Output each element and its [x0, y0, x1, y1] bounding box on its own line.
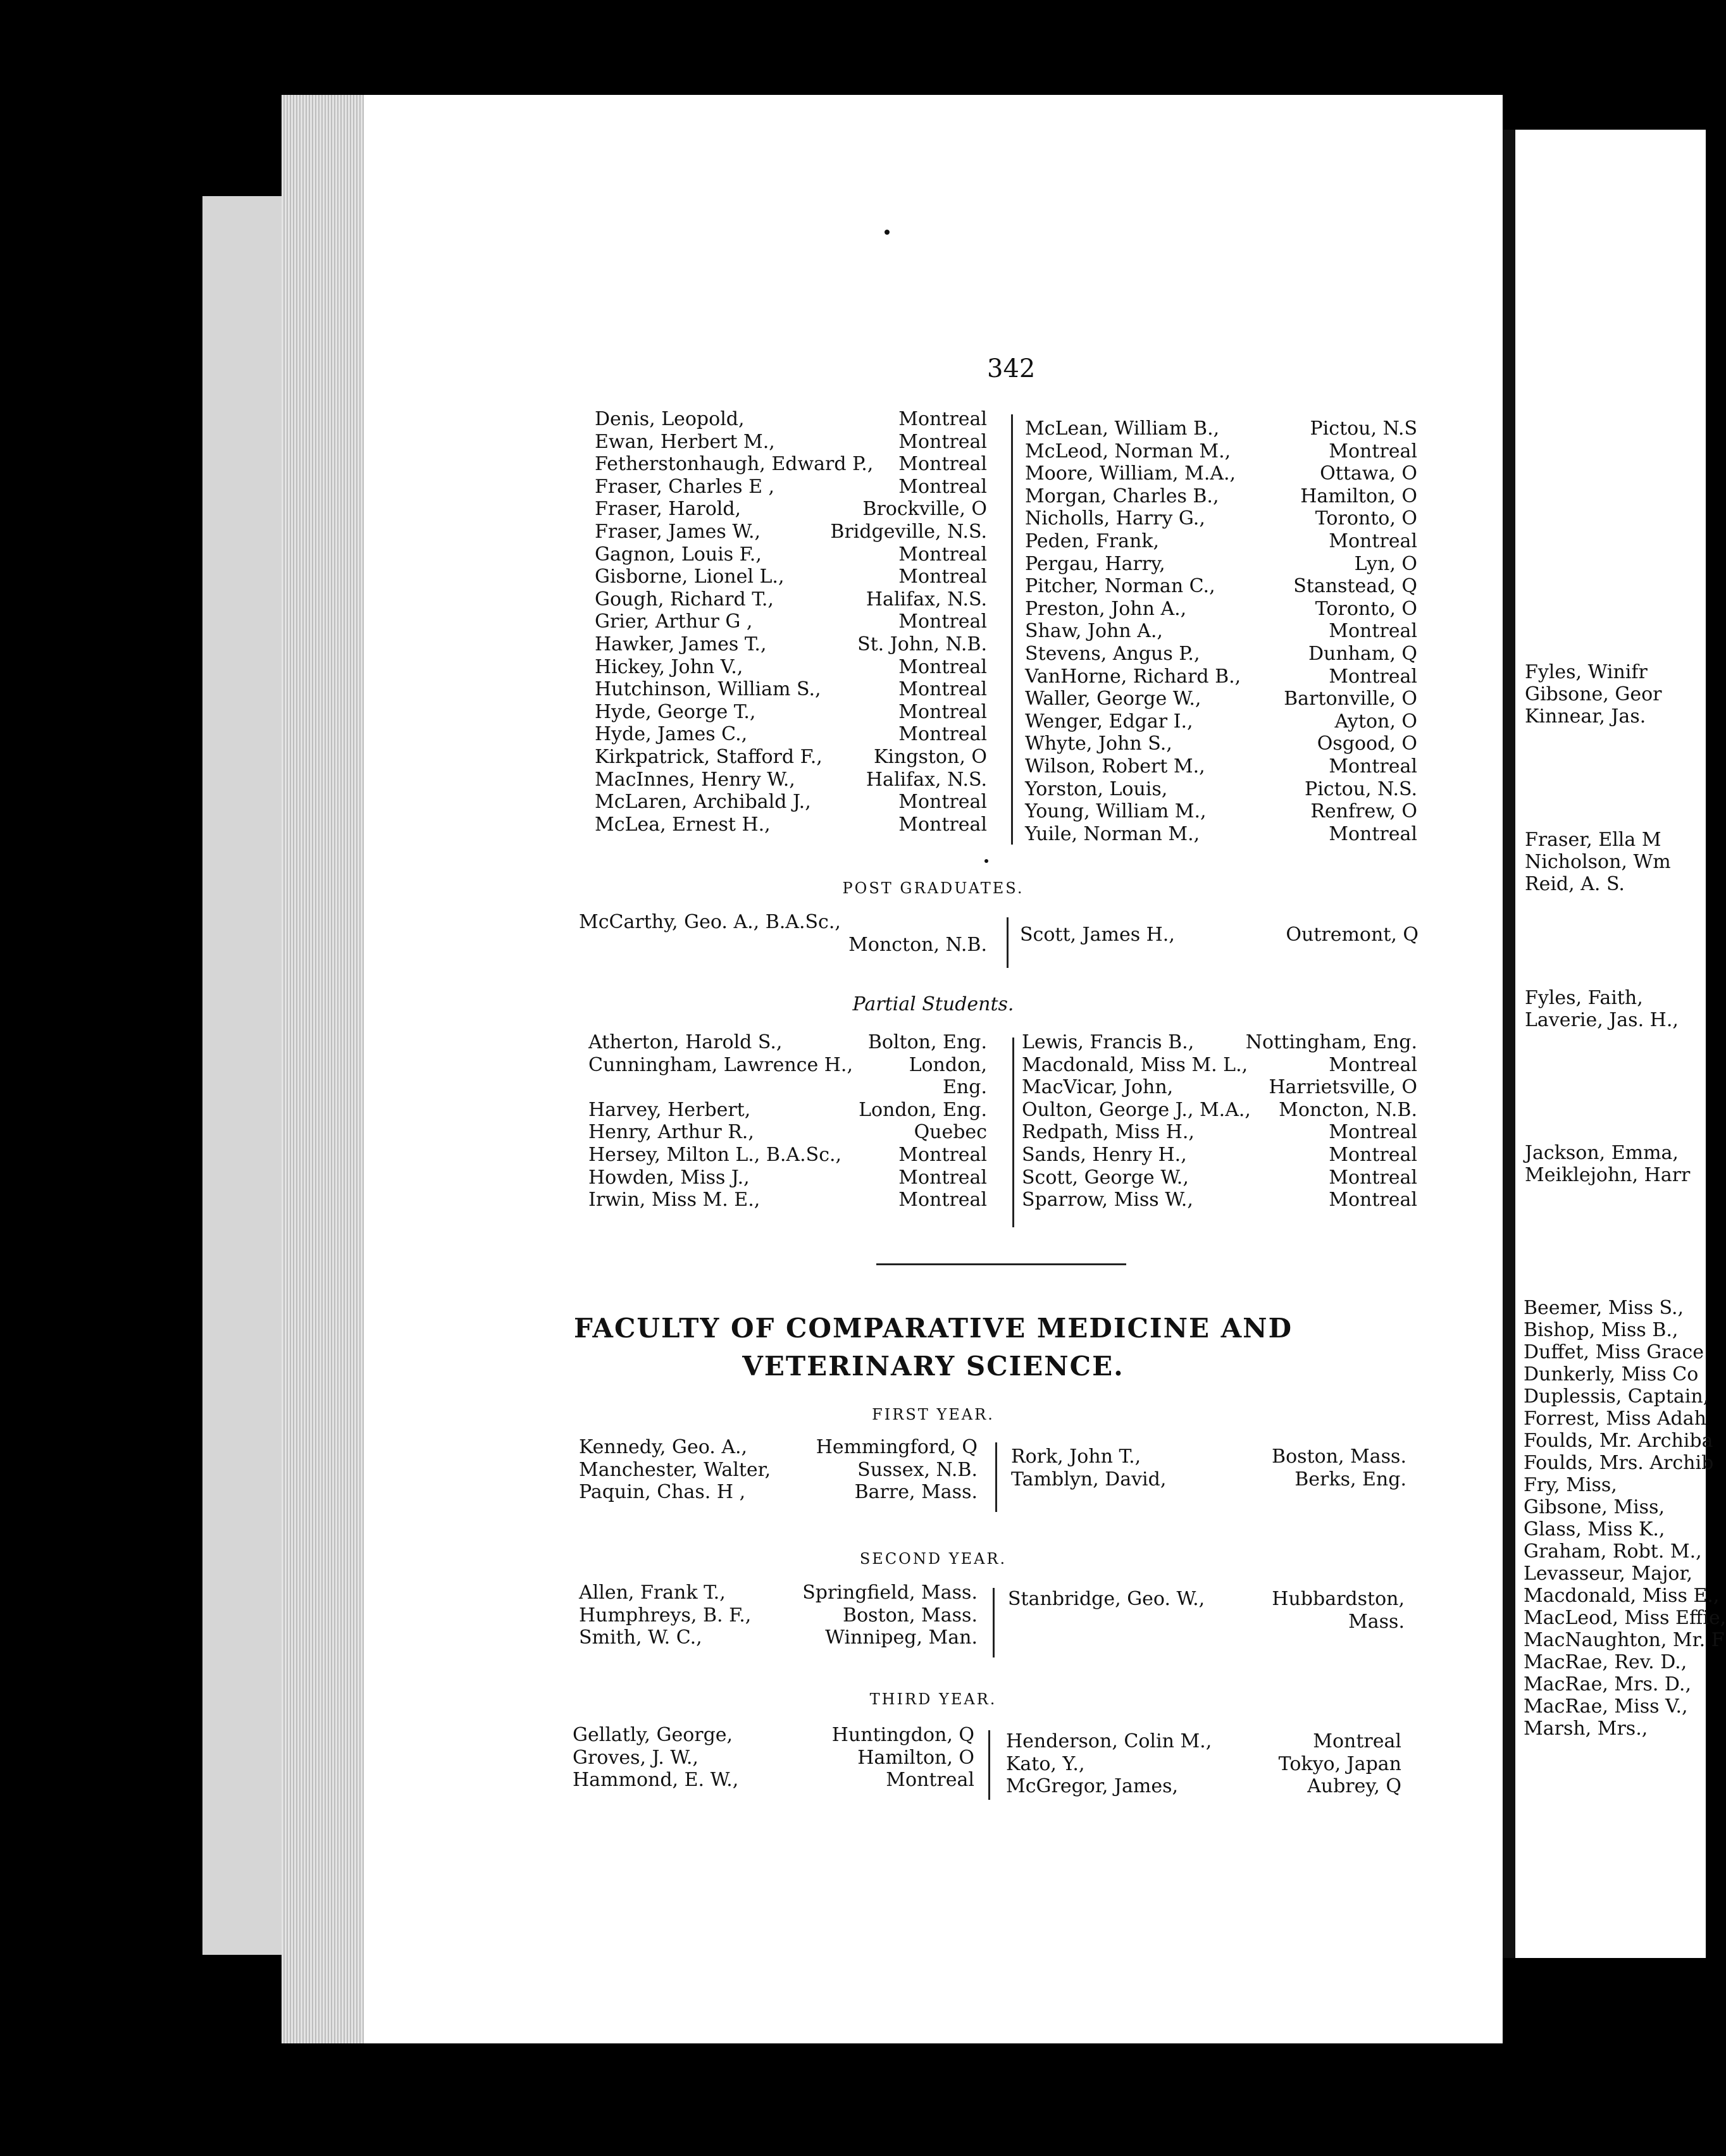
list-row	[573, 1747, 974, 1769]
list-item: MacRae, Miss V.,	[1524, 1695, 1688, 1718]
entry-name: Paquin, Chas. H ,	[579, 1481, 746, 1504]
entry-name: Pitcher, Norman C.,	[1025, 575, 1215, 598]
entry-name: Grier, Arthur G ,	[595, 610, 753, 633]
entry-name: Hyde, James C.,	[595, 723, 748, 746]
list-row	[1022, 1031, 1417, 1054]
entry-place: Quebec	[914, 1121, 987, 1144]
entry-name: McCarthy, Geo. A., B.A.Sc.,	[579, 911, 841, 933]
entry-place: Montreal	[898, 723, 987, 746]
dense-list-left	[595, 408, 987, 836]
entry-name: Cunningham, Lawrence H.,	[588, 1053, 853, 1076]
list-item: Marsh, Mrs.,	[1524, 1718, 1648, 1740]
list-row	[579, 1604, 978, 1627]
entry-place: Bridgeville, N.S.	[830, 520, 987, 543]
list-item: Fyles, Winifr	[1525, 661, 1648, 683]
entry-place: Bartonville, O	[1284, 688, 1417, 710]
dense-list-right	[1025, 418, 1417, 845]
list-row	[1006, 1775, 1401, 1798]
list-item: Duplessis, Captain,	[1524, 1385, 1710, 1408]
entry-name: Lewis, Francis B.,	[1022, 1031, 1195, 1053]
entry-place: Kingston, O	[873, 745, 987, 768]
entry-name: Rork, John T.,	[1011, 1446, 1141, 1468]
list-row	[595, 678, 987, 701]
column-divider	[1012, 1038, 1014, 1227]
entry-name: Smith, W. C.,	[579, 1626, 702, 1649]
entry-name: Wilson, Robert M.,	[1025, 755, 1205, 778]
entry-place: Lyn, O	[1354, 552, 1417, 575]
column-divider	[995, 1442, 997, 1512]
entry-place: St. John, N.B.	[857, 633, 987, 655]
list-row	[588, 1076, 987, 1099]
list-row	[1011, 1468, 1406, 1491]
faculty-title	[364, 1310, 1503, 1385]
entry-place: Montreal	[898, 566, 987, 588]
entry-place: Montreal	[1329, 822, 1417, 845]
list-row	[1025, 733, 1417, 755]
entry-place: Sussex, N.B.	[857, 1458, 978, 1481]
faculty-title-line1: FACULTY OF COMPARATIVE MEDICINE AND	[574, 1313, 1293, 1344]
list-row	[595, 656, 987, 679]
entry-name: Waller, George W.,	[1025, 688, 1201, 710]
entry-name: Henry, Arthur R.,	[588, 1121, 754, 1144]
entry-name: Yorston, Louis,	[1025, 778, 1168, 800]
column-divider	[1007, 917, 1009, 968]
entry-name: Allen, Frank T.,	[579, 1582, 726, 1604]
entry-name: Sparrow, Miss W.,	[1022, 1189, 1193, 1211]
entry-name: MacInnes, Henry W.,	[595, 768, 795, 791]
list-item: Dunkerly, Miss Co	[1524, 1363, 1699, 1385]
page-mark	[885, 230, 890, 235]
list-row	[595, 498, 987, 521]
list-item: Levasseur, Major,	[1524, 1563, 1693, 1585]
list-row	[1025, 575, 1417, 598]
list-row	[1006, 1753, 1401, 1776]
list-item: Glass, Miss K.,	[1524, 1518, 1665, 1540]
list-row	[1022, 1076, 1417, 1099]
entry-name: Groves, J. W.,	[573, 1746, 698, 1769]
entry-place: Toronto, O	[1315, 507, 1417, 530]
list-item: MacRae, Rev. D.,	[1524, 1651, 1687, 1673]
entry-name: Nicholls, Harry G.,	[1025, 507, 1205, 530]
list-row	[1025, 778, 1417, 801]
list-item: Forrest, Miss Adah	[1524, 1408, 1706, 1430]
entry-name: Howden, Miss J.,	[588, 1166, 750, 1189]
list-row	[595, 769, 987, 791]
post-graduates-left	[579, 911, 987, 956]
entry-place: Springfield, Mass.	[802, 1582, 978, 1604]
right-page-group-1	[1525, 661, 1662, 728]
entry-place: Montreal	[898, 475, 987, 498]
list-item: Kinnear, Jas.	[1525, 705, 1646, 728]
entry-name: Wenger, Edgar I.,	[1025, 710, 1193, 733]
list-row	[595, 746, 987, 769]
entry-place: Montreal	[1329, 1189, 1417, 1211]
entry-place: Ayton, O	[1334, 710, 1417, 733]
entry-place: Montreal	[1313, 1730, 1401, 1752]
list-item: Macdonald, Miss E.,	[1524, 1585, 1720, 1607]
entry-place: Montreal	[898, 1166, 987, 1189]
entry-place: Bolton, Eng.	[867, 1031, 987, 1053]
entry-name: Humphreys, B. F.,	[579, 1604, 752, 1626]
list-row	[1025, 530, 1417, 553]
list-row	[579, 1459, 978, 1482]
entry-place: Montreal	[898, 700, 987, 723]
list-row	[573, 1769, 974, 1792]
entry-name: Pergau, Harry,	[1025, 552, 1165, 575]
entry-name: Ewan, Herbert M.,	[595, 430, 775, 453]
second-year-left	[579, 1582, 978, 1649]
list-row	[1025, 666, 1417, 688]
entry-name: Peden, Frank,	[1025, 530, 1160, 552]
list-item: Fraser, Ella M	[1525, 829, 1661, 851]
list-row	[595, 453, 987, 476]
entry-name: Shaw, John A.,	[1025, 620, 1163, 643]
entry-place: Montreal	[898, 543, 987, 566]
entry-place: Montreal	[898, 791, 987, 814]
entry-name: Gisborne, Lionel L.,	[595, 566, 785, 588]
entry-place: Montreal	[1329, 1053, 1417, 1076]
entry-place: Boston, Mass.	[1272, 1446, 1406, 1468]
entry-place: Hubbardston,	[1272, 1588, 1405, 1610]
entry-place: Pictou, N.S	[1310, 418, 1417, 440]
list-item: Gibsone, Miss,	[1524, 1496, 1665, 1518]
entry-place: Halifax, N.S.	[866, 588, 987, 610]
list-item: Foulds, Mrs. Archib	[1524, 1452, 1714, 1474]
entry-place: Berks, Eng.	[1294, 1468, 1406, 1490]
entry-place: Winnipeg, Man.	[825, 1626, 978, 1649]
entry-name: Young, William M.,	[1025, 800, 1207, 823]
entry-place: Outremont, Q	[1286, 924, 1419, 946]
right-page-group-2	[1525, 829, 1671, 895]
list-row	[1025, 823, 1417, 846]
entry-place: Barre, Mass.	[854, 1481, 978, 1504]
list-row	[1022, 1054, 1417, 1077]
list-item: Meiklejohn, Harr	[1525, 1164, 1691, 1186]
book-spine	[202, 196, 282, 1955]
list-row	[1022, 1144, 1417, 1167]
entry-name: McLean, William B.,	[1025, 418, 1220, 440]
column-divider	[988, 1730, 990, 1800]
list-row	[595, 566, 987, 588]
list-row	[1022, 1167, 1417, 1189]
list-row	[595, 476, 987, 499]
entry-name: VanHorne, Richard B.,	[1025, 665, 1241, 688]
entry-place: Stanstead, Q	[1293, 575, 1417, 598]
list-row	[1020, 924, 1419, 946]
list-row	[1022, 1189, 1417, 1211]
page-number: 342	[987, 354, 1036, 383]
list-row	[1025, 507, 1417, 530]
entry-place: London,	[909, 1053, 987, 1076]
entry-place: Montreal	[1329, 440, 1417, 462]
list-row	[595, 543, 987, 566]
list-item: MacRae, Mrs. D.,	[1524, 1673, 1691, 1695]
entry-place: Montreal	[1329, 755, 1417, 778]
entry-place: Montreal	[898, 408, 987, 430]
entry-place: Hamilton, O	[857, 1746, 974, 1769]
post-graduates-heading: POST GRADUATES.	[842, 879, 1024, 897]
list-row	[595, 791, 987, 814]
entry-name: Kato, Y.,	[1006, 1752, 1085, 1775]
entry-name: Stevens, Angus P.,	[1025, 642, 1200, 665]
entry-name: McGregor, James,	[1006, 1775, 1179, 1798]
entry-name: Morgan, Charles B.,	[1025, 485, 1219, 507]
entry-name: McLea, Ernest H.,	[595, 813, 771, 836]
entry-place: Montreal	[1329, 1143, 1417, 1166]
entry-name: McLeod, Norman M.,	[1025, 440, 1231, 462]
entry-place: Dunham, Q	[1308, 642, 1417, 665]
entry-name: Manchester, Walter,	[579, 1458, 771, 1481]
list-row	[1025, 462, 1417, 485]
entry-name: Redpath, Miss H.,	[1022, 1121, 1195, 1144]
entry-place: London, Eng.	[859, 1098, 987, 1121]
entry-name: Harvey, Herbert,	[588, 1098, 751, 1121]
list-row	[1025, 643, 1417, 666]
entry-place: Mass.	[1348, 1610, 1405, 1633]
list-row	[595, 408, 987, 431]
entry-name: Hutchinson, William S.,	[595, 678, 821, 701]
list-item: Jackson, Emma,	[1525, 1142, 1679, 1164]
entry-name: Fraser, Charles E ,	[595, 475, 775, 498]
page-edges	[282, 95, 364, 2043]
list-item: Fry, Miss,	[1524, 1474, 1617, 1496]
entry-place: Ottawa, O	[1320, 462, 1417, 485]
entry-place: Montreal	[1329, 665, 1417, 688]
entry-place: Hamilton, O	[1300, 485, 1417, 507]
entry-place: Aubrey, Q	[1307, 1775, 1401, 1798]
first-year-right	[1011, 1446, 1406, 1490]
list-row	[1025, 710, 1417, 733]
third-year-left	[573, 1724, 974, 1792]
entry-place: Pictou, N.S.	[1305, 778, 1417, 800]
list-row	[579, 1436, 978, 1459]
entry-place: Montreal	[898, 453, 987, 476]
entry-name: Moore, William, M.A.,	[1025, 462, 1236, 485]
entry-name: Fraser, James W.,	[595, 520, 761, 543]
entry-name: Preston, John A.,	[1025, 597, 1187, 620]
entry-place: Montreal	[1329, 620, 1417, 643]
list-item: Beemer, Miss S.,	[1524, 1297, 1684, 1319]
list-item: Fyles, Faith,	[1525, 987, 1643, 1009]
entry-place: Montreal	[1329, 1166, 1417, 1189]
list-row	[595, 723, 987, 746]
entry-place: Eng.	[943, 1076, 987, 1099]
column-divider	[1011, 414, 1013, 845]
entry-name: Scott, George W.,	[1022, 1166, 1189, 1189]
entry-place: Moncton, N.B.	[1279, 1098, 1417, 1121]
list-row	[1025, 553, 1417, 576]
first-year-heading: FIRST YEAR.	[872, 1406, 995, 1423]
entry-place: Halifax, N.S.	[866, 768, 987, 791]
list-row	[588, 1054, 987, 1077]
entry-place: Toronto, O	[1315, 597, 1417, 620]
list-row	[579, 934, 987, 957]
list-item: Reid, A. S.	[1525, 873, 1625, 895]
entry-name: Hammond, E. W.,	[573, 1769, 739, 1792]
entry-name: Irwin, Miss M. E.,	[588, 1189, 761, 1211]
entry-name: Kennedy, Geo. A.,	[579, 1436, 748, 1458]
entry-place: Montreal	[1329, 1121, 1417, 1144]
entry-name: Hersey, Milton L., B.A.Sc.,	[588, 1143, 842, 1166]
list-row	[1006, 1730, 1401, 1753]
entry-place: Montreal	[898, 655, 987, 678]
list-item: Nicholson, Wm	[1525, 851, 1671, 873]
list-item: Bishop, Miss B.,	[1524, 1319, 1679, 1341]
entry-name: Tamblyn, David,	[1011, 1468, 1167, 1490]
right-page-group-5	[1524, 1297, 1726, 1740]
partial-students-right	[1022, 1031, 1417, 1211]
entry-name: Hyde, George T.,	[595, 700, 756, 723]
book-gutter	[1503, 130, 1515, 1958]
entry-name: Hickey, John V.,	[595, 655, 743, 678]
list-item: MacLeod, Miss Effie,	[1524, 1607, 1726, 1629]
section-rule	[876, 1263, 1126, 1265]
list-row	[579, 1626, 978, 1649]
entry-place: Montreal	[898, 430, 987, 453]
list-row	[579, 1582, 978, 1604]
list-item: Graham, Robt. M.,	[1524, 1540, 1702, 1563]
list-item: Foulds, Mr. Archiba	[1524, 1430, 1713, 1452]
list-item: MacNaughton, Mr. F	[1524, 1629, 1725, 1651]
faculty-title-line2: VETERINARY SCIENCE.	[742, 1351, 1124, 1382]
entry-place: Renfrew, O	[1310, 800, 1417, 823]
list-row	[579, 911, 987, 934]
list-row	[1008, 1588, 1405, 1611]
second-year-heading: SECOND YEAR.	[859, 1550, 1007, 1568]
entry-place: Montreal	[898, 813, 987, 836]
entry-name: Sands, Henry H.,	[1022, 1143, 1187, 1166]
post-graduates-right	[1020, 924, 1419, 946]
right-page-group-4	[1525, 1142, 1690, 1186]
list-row	[1011, 1446, 1406, 1468]
list-row	[573, 1724, 974, 1747]
list-row	[588, 1031, 987, 1054]
entry-place: Brockville, O	[862, 498, 987, 521]
list-row	[595, 814, 987, 836]
list-row	[1025, 598, 1417, 621]
entry-name: Gellatly, George,	[573, 1724, 733, 1746]
entry-place: Tokyo, Japan	[1278, 1752, 1401, 1775]
entry-name: Gough, Richard T.,	[595, 588, 774, 610]
list-row	[1025, 418, 1417, 440]
entry-name: Gagnon, Louis F.,	[595, 543, 762, 566]
list-row	[588, 1099, 987, 1122]
third-year-heading: THIRD YEAR.	[869, 1690, 997, 1708]
entry-place: Osgood, O	[1317, 733, 1417, 755]
list-item: Duffet, Miss Grace	[1524, 1341, 1704, 1363]
list-row	[1008, 1611, 1405, 1633]
entry-name: Hawker, James T.,	[595, 633, 767, 655]
entry-place: Huntingdon, Q	[831, 1724, 974, 1746]
entry-name: Yuile, Norman M.,	[1025, 822, 1200, 845]
list-row	[595, 633, 987, 656]
entry-name: Atherton, Harold S.,	[588, 1031, 783, 1053]
list-row	[588, 1121, 987, 1144]
list-item: Laverie, Jas. H.,	[1525, 1009, 1679, 1031]
entry-name: Fraser, Harold,	[595, 498, 742, 521]
section-mark	[984, 859, 988, 863]
entry-place: Montreal	[898, 1143, 987, 1166]
column-divider	[993, 1588, 995, 1657]
list-row	[595, 431, 987, 454]
third-year-right	[1006, 1730, 1401, 1798]
entry-place: Montreal	[898, 678, 987, 701]
entry-place: Montreal	[898, 1189, 987, 1211]
list-row	[1025, 688, 1417, 710]
list-row	[588, 1167, 987, 1189]
list-row	[595, 521, 987, 543]
entry-name: Macdonald, Miss M. L.,	[1022, 1053, 1248, 1076]
list-row	[595, 701, 987, 724]
list-row	[579, 1481, 978, 1504]
list-row	[1025, 755, 1417, 778]
entry-place: Montreal	[898, 610, 987, 633]
entry-name: Fetherstonhaugh, Edward P.,	[595, 453, 874, 476]
entry-place: Hemmingford, Q	[816, 1436, 978, 1458]
list-row	[1025, 440, 1417, 463]
list-row	[1022, 1121, 1417, 1144]
list-row	[1025, 620, 1417, 643]
list-row	[1025, 800, 1417, 823]
first-year-left	[579, 1436, 978, 1504]
list-row	[588, 1144, 987, 1167]
entry-name: Stanbridge, Geo. W.,	[1008, 1588, 1205, 1610]
list-row	[1025, 485, 1417, 508]
partial-students-heading: Partial Students.	[852, 993, 1014, 1015]
entry-place: Nottingham, Eng.	[1245, 1031, 1417, 1053]
list-row	[1022, 1099, 1417, 1122]
list-item: Gibsone, Geor	[1525, 683, 1662, 705]
entry-place: Montreal	[1329, 530, 1417, 552]
entry-name: Whyte, John S.,	[1025, 733, 1172, 755]
entry-place: Harrietsville, O	[1269, 1076, 1417, 1099]
entry-name: Denis, Leopold,	[595, 408, 745, 430]
entry-name: Scott, James H.,	[1020, 924, 1175, 946]
list-row	[588, 1189, 987, 1211]
partial-students-left	[588, 1031, 987, 1211]
entry-name: McLaren, Archibald J.,	[595, 791, 811, 814]
entry-place: Moncton, N.B.	[848, 933, 987, 956]
entry-name: MacVicar, John,	[1022, 1076, 1174, 1099]
entry-name: Henderson, Colin M.,	[1006, 1730, 1212, 1752]
entry-place: Montreal	[886, 1769, 974, 1792]
right-page-group-3	[1525, 987, 1679, 1031]
list-row	[595, 610, 987, 633]
entry-name: Kirkpatrick, Stafford F.,	[595, 745, 823, 768]
second-year-right	[1008, 1588, 1405, 1633]
list-row	[595, 588, 987, 611]
entry-name: Oulton, George J., M.A.,	[1022, 1098, 1251, 1121]
entry-place: Boston, Mass.	[843, 1604, 978, 1626]
